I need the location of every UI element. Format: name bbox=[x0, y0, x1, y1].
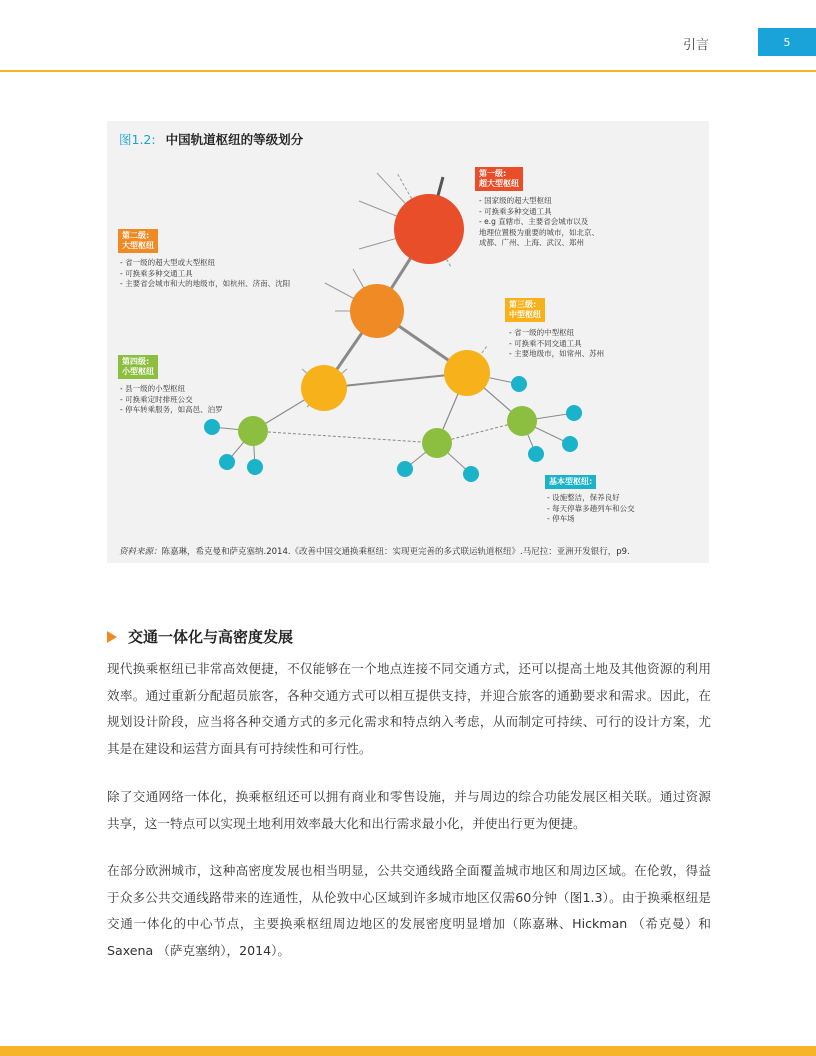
basic-hub bbox=[247, 459, 263, 475]
tier3-tag-line2: 中型枢纽 bbox=[509, 310, 541, 319]
basic-hub bbox=[511, 376, 527, 392]
note-item: 成都、广州、上海、武汉、郑州 bbox=[479, 238, 584, 247]
note-item: - 可换乘定时排班公交 bbox=[120, 394, 193, 404]
basic-hub bbox=[463, 466, 479, 482]
source-citation: 陈嘉琳，希克曼和萨克塞纳.2014.《改善中国交通换乘枢纽：实现更完善的多式联运轨道枢纽》.马尼拉：亚洲开发银行，p9. bbox=[161, 547, 630, 557]
tier4-tag bbox=[118, 355, 158, 379]
basic-hub bbox=[397, 461, 413, 477]
note-item: - 县一级的小型枢纽 bbox=[120, 384, 186, 393]
header-divider bbox=[0, 70, 816, 72]
page-number-badge: 5 bbox=[758, 28, 816, 56]
basic-hub bbox=[528, 446, 544, 462]
tier3-notes bbox=[509, 328, 604, 360]
tier4-hub bbox=[422, 428, 452, 458]
figure-caption bbox=[119, 130, 303, 148]
basic-tag-line1: 基本型枢纽: bbox=[549, 477, 593, 486]
note-item: - 设施整洁，保养良好 bbox=[547, 493, 620, 502]
tier4-tag-line1: 第四级: bbox=[122, 357, 150, 366]
note-item: 地理位置极为重要的城市，如北京、 bbox=[479, 227, 599, 237]
note-item: - 主要省会城市和大的地级市，如杭州、济南、沈阳 bbox=[120, 279, 291, 288]
figure-title: 中国轨道枢纽的等级划分 bbox=[165, 132, 304, 147]
running-header-title: 引言 bbox=[683, 38, 710, 53]
tier2-tag bbox=[118, 229, 158, 253]
tier2-tag-line1: 第二级: bbox=[122, 231, 150, 240]
tier2-hub bbox=[350, 284, 404, 338]
tier1-hub bbox=[394, 194, 464, 264]
basic-hub bbox=[219, 454, 235, 470]
note-item: - 停车场 bbox=[547, 514, 575, 523]
tier3-hub bbox=[444, 350, 490, 396]
note-item: - 每天停靠多趟列车和公交 bbox=[547, 503, 635, 513]
figure-number: 图1.2: bbox=[119, 132, 156, 147]
tier3-tag-line1: 第三级: bbox=[509, 300, 537, 309]
note-item: - 省一级的中型枢纽 bbox=[509, 328, 575, 337]
tier2-notes bbox=[120, 258, 290, 290]
basic-hub bbox=[204, 419, 220, 435]
note-item: - 主要地级市，如常州、苏州 bbox=[509, 349, 605, 358]
section-heading-text: 交通一体化与高密度发展 bbox=[128, 628, 294, 646]
triangle-bullet-icon bbox=[107, 631, 117, 643]
note-item: - 省一级的超大型或大型枢纽 bbox=[120, 258, 216, 267]
figure-panel bbox=[107, 121, 709, 563]
note-item: - 可换乘多种交通工具 bbox=[479, 206, 552, 216]
link bbox=[253, 431, 437, 443]
tier1-tag-line2: 超大型枢纽 bbox=[479, 179, 519, 188]
footer-bar bbox=[0, 1046, 816, 1056]
tier4-tag-line2: 小型枢纽 bbox=[122, 367, 154, 376]
tier3-tag bbox=[505, 298, 545, 322]
note-item: - 可换乘多种交通工具 bbox=[120, 268, 193, 278]
source-lead: 资料来源： bbox=[119, 547, 162, 557]
note-item: - e.g 直辖市、主要省会城市以及 bbox=[479, 217, 589, 226]
tier1-tag-line1: 第一级: bbox=[479, 169, 507, 178]
tier4-notes bbox=[120, 384, 223, 416]
body-paragraph: 现代换乘枢纽已非常高效便捷，不仅能够在一个地点连接不同交通方式，还可以提高土地及其他资源的利用效率。通过重新分配超员旅客，各种交通方式可以相互提供支持，并迎合旅客的通勤要求和需求。因此，在规划设计阶段，应当将各种交通方式的多元化需求和特点纳入考虑，从而制定可持续、可行的设计方案，尤其是在建设和运营方面具有可持续性和可行性。 bbox=[107, 661, 711, 756]
basic-hub bbox=[566, 405, 582, 421]
figure-source bbox=[119, 545, 630, 557]
tier2-tag-line2: 大型枢纽 bbox=[122, 241, 154, 250]
basic-hub bbox=[562, 436, 578, 452]
section-heading bbox=[107, 626, 293, 647]
basic-tier-notes bbox=[547, 493, 635, 525]
note-item: - 停车转乘服务，如高邑、泊罗 bbox=[120, 405, 223, 414]
tier1-tag bbox=[475, 167, 523, 191]
body-paragraph: 除了交通网络一体化，换乘枢纽还可以拥有商业和零售设施，并与周边的综合功能发展区相关联。通过资源共享，这一特点可以实现土地利用效率最大化和出行需求最小化，并使出行更为便捷。 bbox=[107, 789, 711, 831]
basic-tier-tag bbox=[545, 475, 596, 489]
tier4-hub bbox=[507, 406, 537, 436]
tier1-notes bbox=[479, 196, 599, 249]
note-item: - 国家级的超大型枢纽 bbox=[479, 196, 552, 205]
tier4-hub bbox=[238, 416, 268, 446]
note-item: - 可换乘不同交通工具 bbox=[509, 338, 582, 348]
body-paragraph: 在部分欧洲城市，这种高密度发展也相当明显，公共交通线路全面覆盖城市地区和周边区域。在伦敦，得益于众多公共交通线路带来的连通性，从伦敦中心区域到许多城市地区仅需60分钟（图1.3）。由于换乘枢纽是交通一体化的中心节点，主要换乘枢纽周边地区的发展密度明显增加（陈嘉琳、Hickman （希克曼）和 Saxena （萨克塞纳），2014）。 bbox=[107, 863, 711, 958]
tier3-hub bbox=[301, 365, 347, 411]
